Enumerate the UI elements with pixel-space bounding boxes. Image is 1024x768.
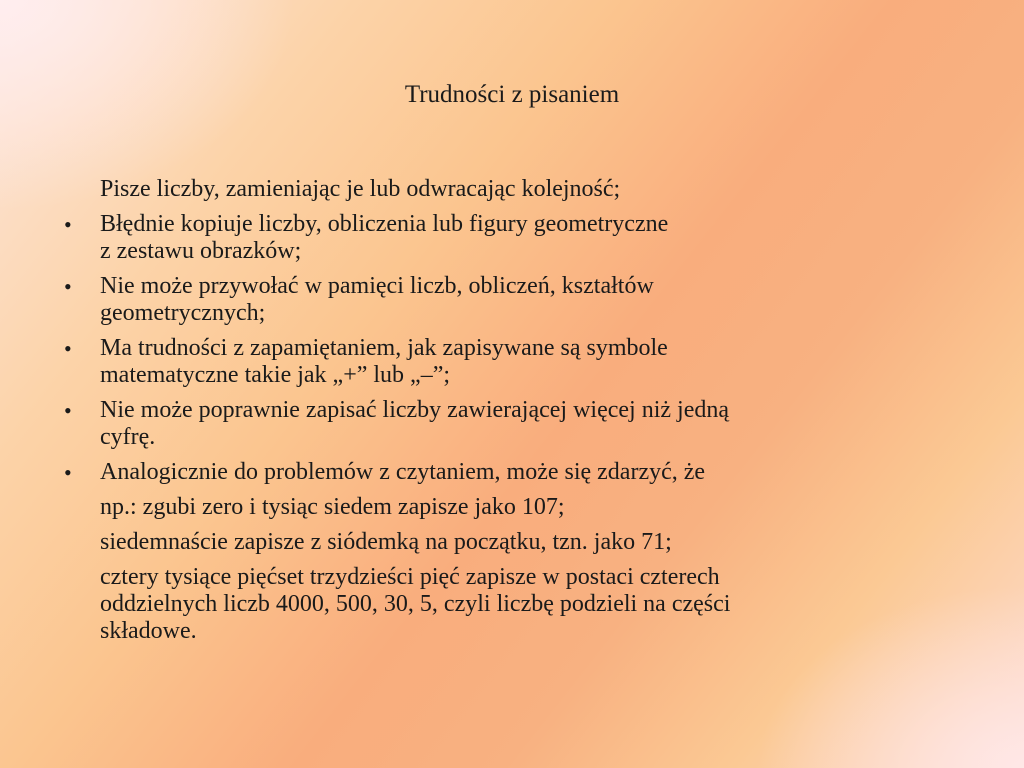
slide-body (58, 176, 958, 653)
item-text-line: Nie może poprawnie zapisać liczby zawierającej więcej niż jedną (100, 397, 729, 423)
bullet-marker: • (64, 460, 72, 485)
item-text-line: geometrycznych; (100, 300, 266, 326)
list-item (58, 176, 958, 203)
list-item (58, 494, 958, 521)
item-text-line: cyfrę. (100, 424, 156, 450)
item-text-line: matematyczne takie jak „+” lub „–”; (100, 362, 451, 388)
item-text-line: np.: zgubi zero i tysiąc siedem zapisze jako 107; (100, 494, 565, 520)
item-text-line: Ma trudności z zapamiętaniem, jak zapisywane są symbole (100, 335, 668, 361)
list-item (58, 529, 958, 556)
list-item (58, 564, 958, 645)
item-text-line: składowe. (100, 618, 197, 644)
item-text-line: z zestawu obrazków; (100, 238, 302, 264)
list-item (58, 211, 958, 265)
item-text-line: Błędnie kopiuje liczby, obliczenia lub figury geometryczne (100, 211, 669, 237)
bullet-marker: • (64, 212, 72, 237)
item-text-line: oddzielnych liczb 4000, 500, 30, 5, czyli liczbę podzieli na części (100, 591, 731, 617)
list-item (58, 397, 958, 451)
list-item (58, 273, 958, 327)
list-item (58, 335, 958, 389)
bullet-marker: • (64, 398, 72, 423)
bullet-marker: • (64, 274, 72, 299)
list-item (58, 459, 958, 486)
slide-title: Trudności z pisaniem (404, 81, 620, 108)
item-text-line: Analogicznie do problemów z czytaniem, może się zdarzyć, że (100, 459, 706, 485)
item-text-line: Nie może przywołać w pamięci liczb, obliczeń, kształtów (100, 273, 654, 299)
item-text-line: cztery tysiące pięćset trzydzieści pięć zapisze w postaci czterech (100, 564, 720, 590)
item-text-line: siedemnaście zapisze z siódemką na początku, tzn. jako 71; (100, 529, 672, 555)
bullet-marker: • (64, 336, 72, 361)
item-text-line: Pisze liczby, zamieniając je lub odwracając kolejność; (100, 176, 621, 202)
